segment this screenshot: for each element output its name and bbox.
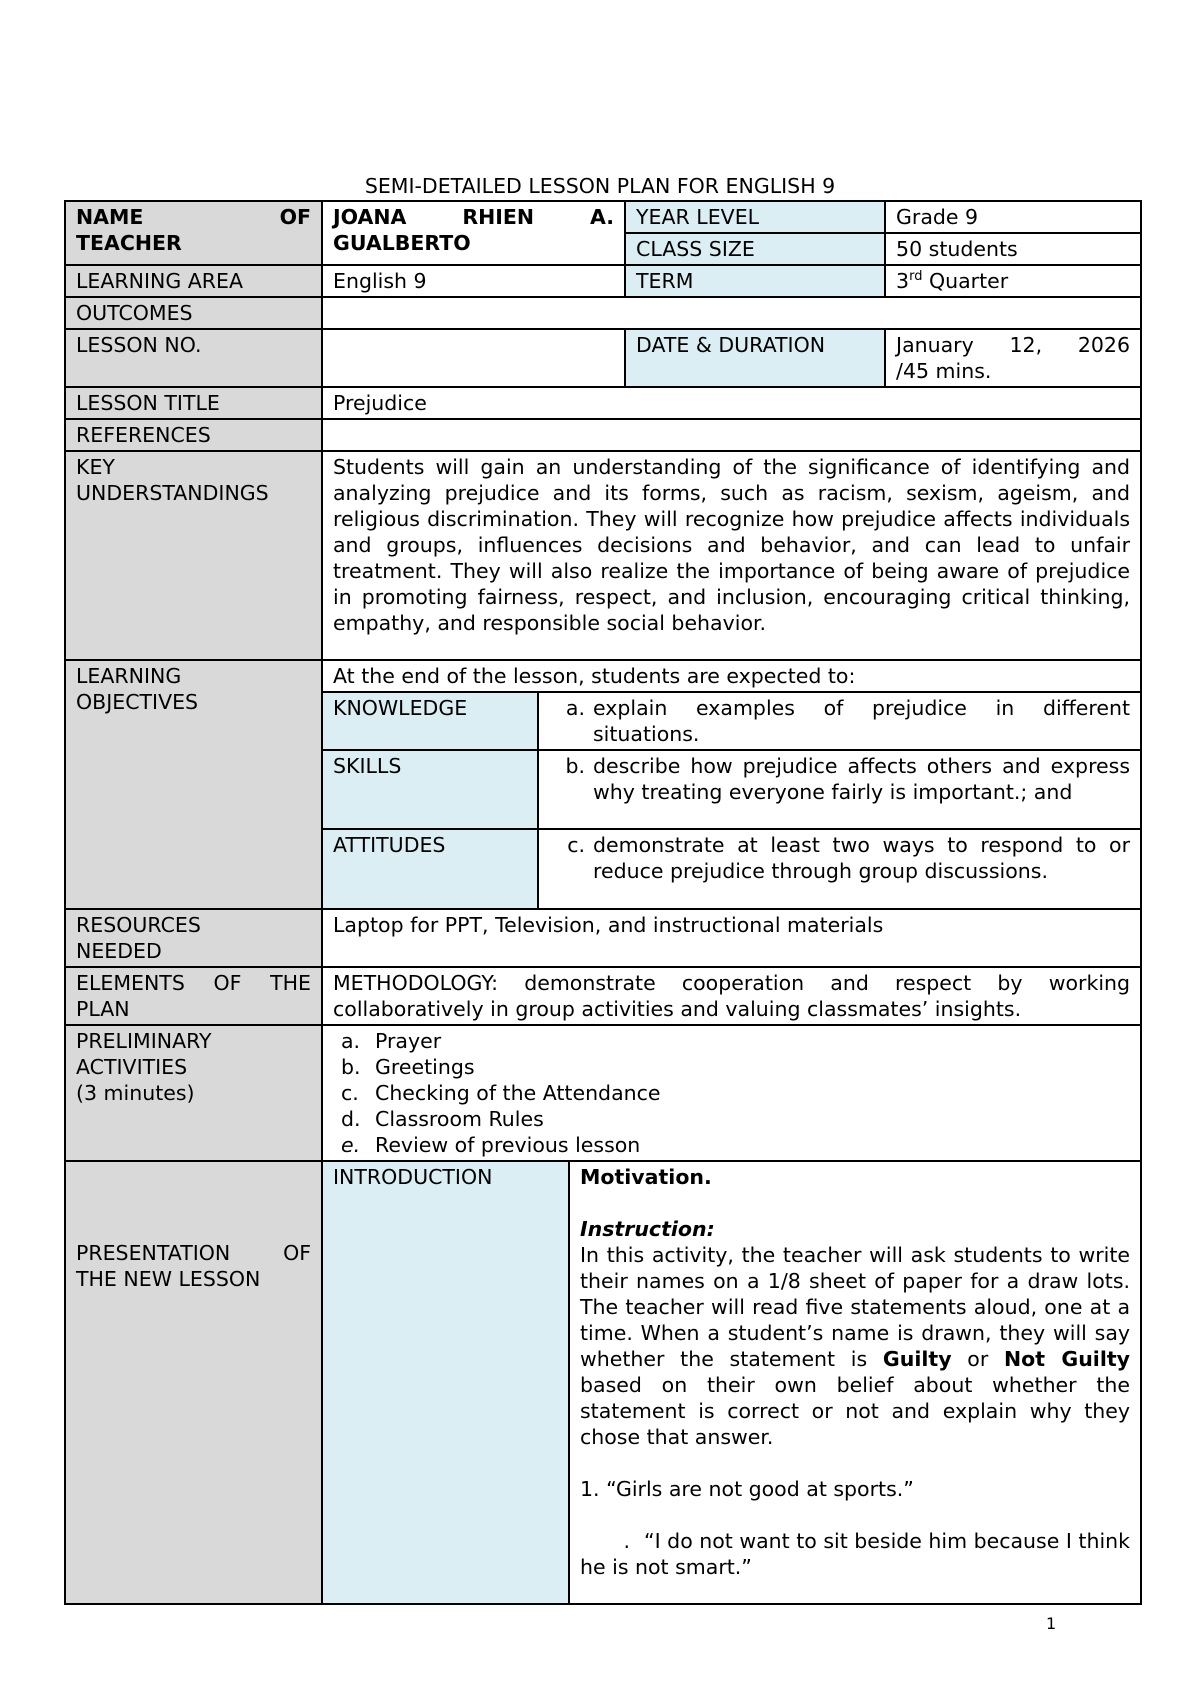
preliminary-list-cell (322, 1025, 1141, 1161)
preliminary-list (333, 1028, 1130, 1158)
date-duration-value: January 12, 2026 /45 mins. (885, 329, 1141, 387)
instruction-heading: Instruction: (580, 1217, 715, 1241)
term-value: 3rd Quarter (885, 265, 1141, 297)
list-item: c. Checking of the Attendance (341, 1081, 661, 1105)
lesson-no-label: LESSON NO. (65, 329, 322, 387)
references-value (322, 419, 1141, 451)
name-of-teacher-label: NAME OF TEACHER (65, 201, 322, 265)
term-label: TERM (625, 265, 885, 297)
knowledge-objective: a. explain examples of prejudice in different situations. (538, 692, 1140, 750)
skills-objective: b. describe how prejudice affects others and express why treating everyone fairly is important.; and (538, 750, 1140, 829)
lesson-title-label: LESSON TITLE (65, 387, 322, 419)
outcomes-value (322, 297, 1141, 329)
motivation-heading: Motivation. (580, 1165, 712, 1189)
learning-objectives-label: LEARNING OBJECTIVES (65, 660, 322, 909)
elements-text: METHODOLOGY: demonstrate cooperation and respect by working collaboratively in group activities and valuing classmates’ insights. (322, 967, 1141, 1025)
teacher-name: JOANA RHIEN A. GUALBERTO (322, 201, 625, 265)
statement-1: 1. “Girls are not good at sports.” (580, 1477, 914, 1501)
list-item: a. Prayer (341, 1029, 442, 1053)
learning-area-value: English 9 (322, 265, 625, 297)
learning-objectives-cell (322, 660, 1141, 909)
introduction-content (569, 1161, 1141, 1604)
key-understandings-label: KEY UNDERSTANDINGS (65, 451, 322, 660)
list-item: e. Review of previous lesson (341, 1133, 641, 1157)
introduction-label: INTRODUCTION (322, 1161, 569, 1604)
page-number: 1 (1046, 1614, 1057, 1633)
lesson-title-value: Prejudice (322, 387, 1141, 419)
references-label: REFERENCES (65, 419, 322, 451)
knowledge-label: KNOWLEDGE (323, 692, 538, 750)
instruction-text: In this activity, the teacher will ask students to write their names on a 1/8 sheet of paper for a draw lots. The teacher will read five statements aloud, one at a time. When a student’s name is drawn, they will say whether the statement is Guilty or Not Guilty based on their own belief about whether the statement is correct or not and explain why they chose that answer. (580, 1243, 1131, 1449)
resources-label: RESOURCES NEEDED (65, 909, 322, 967)
class-size-label: CLASS SIZE (625, 233, 885, 265)
date-duration-label: DATE & DURATION (625, 329, 885, 387)
key-understandings-text: Students will gain an understanding of the significance of identifying and analyzing prejudice and its forms, such as racism, sexism, ageism, and religious discrimination. They will recognize how prejudice affects individuals and groups, influences decisions and behavior, and can lead to unfair treatment. They will also realize the importance of being aware of prejudice in promoting fairness, respect, and inclusion, encouraging critical thinking, empathy, and responsible social behavior. (322, 451, 1141, 660)
lesson-no-value (322, 329, 625, 387)
list-item: b. Greetings (341, 1055, 475, 1079)
statement-2: . “I do not want to sit beside him because I think he is not smart.” (580, 1529, 1131, 1579)
resources-text: Laptop for PPT, Television, and instructional materials (322, 909, 1141, 967)
list-item: d. Classroom Rules (341, 1107, 544, 1131)
attitudes-label: ATTITUDES (323, 829, 538, 908)
presentation-label: PRESENTATION OF THE NEW LESSON (65, 1161, 322, 1604)
outcomes-label: OUTCOMES (65, 297, 322, 329)
preliminary-label: PRELIMINARY ACTIVITIES (3 minutes) (65, 1025, 322, 1161)
elements-label: ELEMENTS OF THE PLAN (65, 967, 322, 1025)
year-level-label: YEAR LEVEL (625, 201, 885, 233)
class-size-value: 50 students (885, 233, 1141, 265)
objectives-table (323, 691, 1140, 908)
attitudes-objective: c. demonstrate at least two ways to respond to or reduce prejudice through group discussions. (538, 829, 1140, 908)
year-level-value: Grade 9 (885, 201, 1141, 233)
skills-label: SKILLS (323, 750, 538, 829)
document-title: SEMI-DETAILED LESSON PLAN FOR ENGLISH 9 (364, 174, 836, 198)
objectives-intro: At the end of the lesson, students are expected to: (333, 664, 856, 688)
learning-area-label: LEARNING AREA (65, 265, 322, 297)
lesson-plan-table (64, 200, 1142, 1605)
